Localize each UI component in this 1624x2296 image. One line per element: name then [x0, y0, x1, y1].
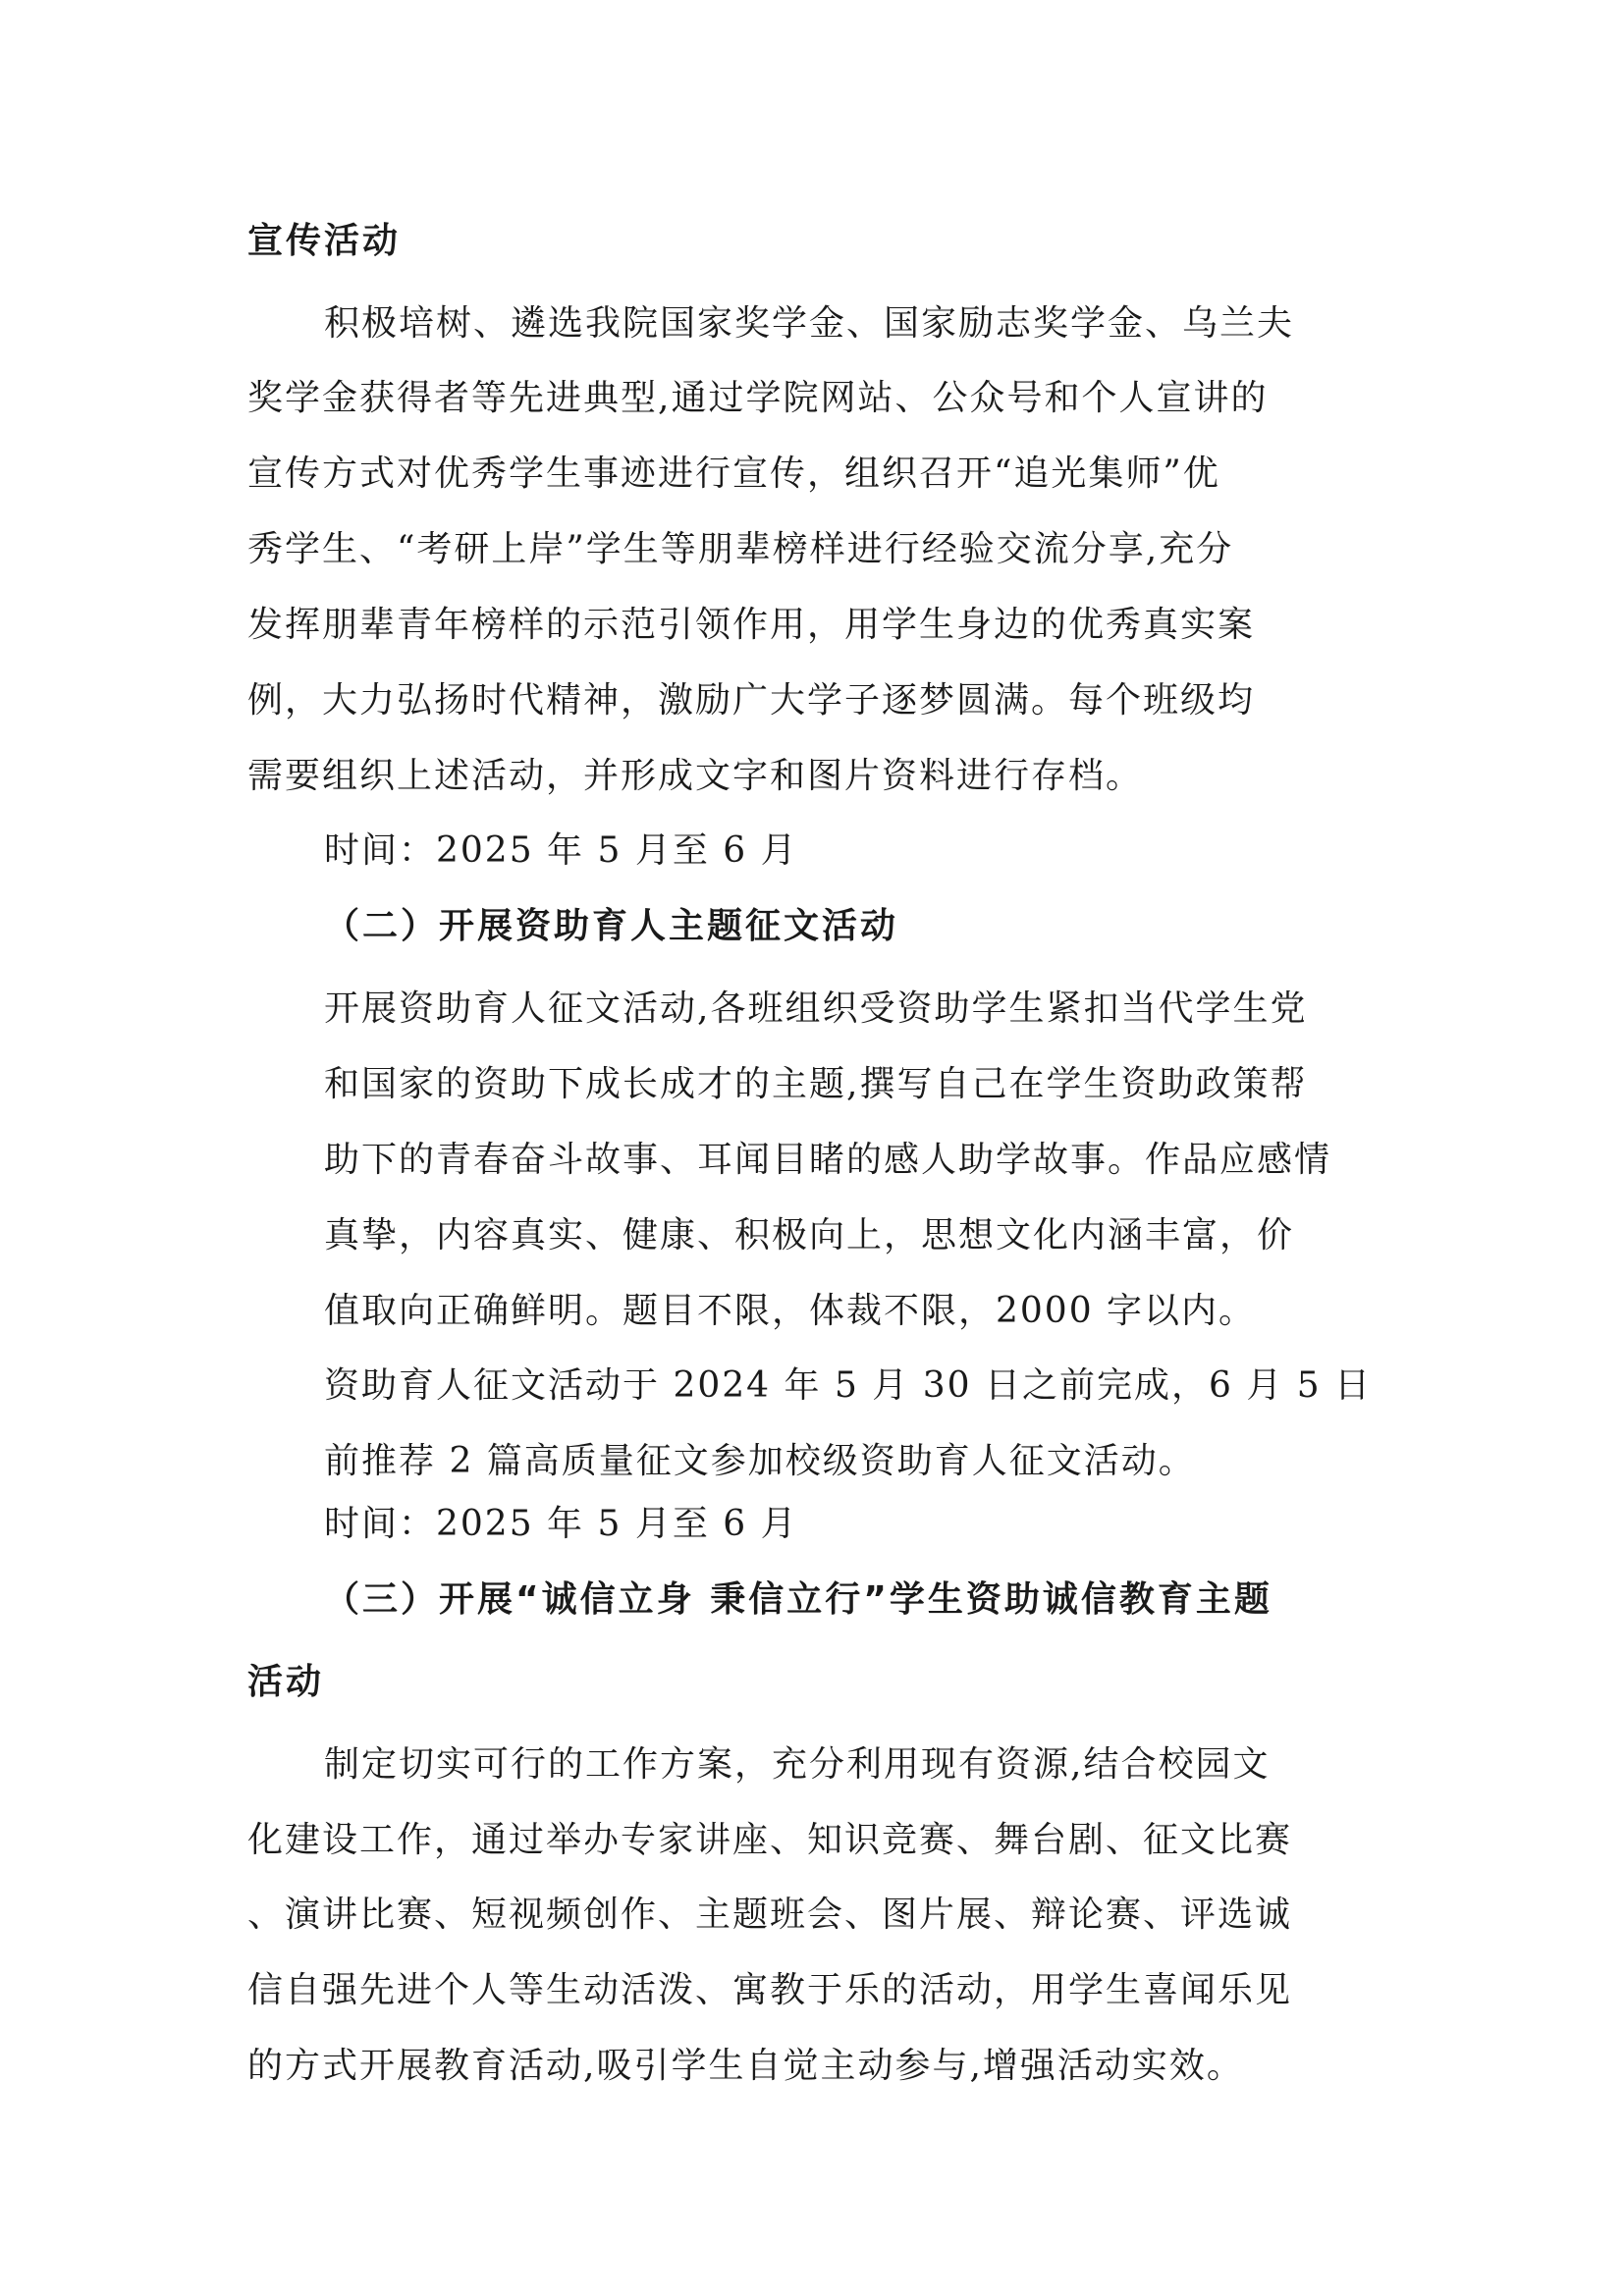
paragraph-line: 例，大力弘扬时代精神，激励广大学子逐梦圆满。每个班级均: [247, 680, 1256, 721]
time-line: 时间：2025 年 5 月至 6 月: [324, 1504, 798, 1544]
paragraph-line: 、演讲比赛、短视频创作、主题班会、图片展、辩论赛、评选诚: [247, 1895, 1293, 1935]
paragraph-line: 值取向正确鲜明。题目不限，体裁不限，2000 字以内。: [324, 1291, 1257, 1331]
section-heading-tail: 活动: [247, 1662, 325, 1702]
section-heading: （二）开展资助育人主题征文活动: [324, 906, 899, 946]
paragraph-line: 需要组织上述活动，并形成文字和图片资料进行存档。: [247, 756, 1144, 796]
paragraph-line: 宣传方式对优秀学生事迹进行宣传，组织召开“追光集师”优: [247, 454, 1220, 494]
paragraph-line: 的方式开展教育活动,吸引学生自觉主动参与,增强活动实效。: [247, 2046, 1244, 2086]
paragraph-line: 前推荐 2 篇高质量征文参加校级资助育人征文活动。: [324, 1441, 1196, 1481]
paragraph-line: 秀学生、“考研上岸”学生等朋辈榜样进行经验交流分享,充分: [247, 529, 1234, 569]
paragraph-line: 积极培树、遴选我院国家奖学金、国家励志奖学金、乌兰夫: [324, 303, 1295, 344]
paragraph-line: 奖学金获得者等先进典型,通过学院网站、公众号和个人宣讲的: [247, 378, 1269, 418]
paragraph-line: 信自强先进个人等生动活泼、寓教于乐的活动，用学生喜闻乐见: [247, 1970, 1293, 2010]
paragraph-line: 开展资助育人征文活动,各班组织受资助学生紧扣当代学生党: [324, 988, 1308, 1029]
paragraph-line: 化建设工作，通过举办专家讲座、知识竞赛、舞台剧、征文比赛: [247, 1820, 1293, 1860]
paragraph-line: 真挚，内容真实、健康、积极向上，思想文化内涵丰富，价: [324, 1215, 1295, 1255]
section-heading: （三）开展“诚信立身 秉信立行”学生资助诚信教育主题: [324, 1579, 1272, 1620]
paragraph-line: 制定切实可行的工作方案，充分利用现有资源,结合校园文: [324, 1744, 1271, 1785]
paragraph-line: 和国家的资助下成长成才的主题,撰写自己在学生资助政策帮: [324, 1064, 1308, 1104]
paragraph-line: 发挥朋辈青年榜样的示范引领作用，用学生身边的优秀真实案: [247, 605, 1256, 645]
section-heading-tail: 宣传活动: [247, 221, 402, 261]
paragraph-line: 助下的青春奋斗故事、耳闻目睹的感人助学故事。作品应感情: [324, 1140, 1332, 1180]
time-line: 时间：2025 年 5 月至 6 月: [324, 830, 798, 871]
paragraph-line: 资助育人征文活动于 2024 年 5 月 30 日之前完成，6 月 5 日: [324, 1365, 1373, 1406]
